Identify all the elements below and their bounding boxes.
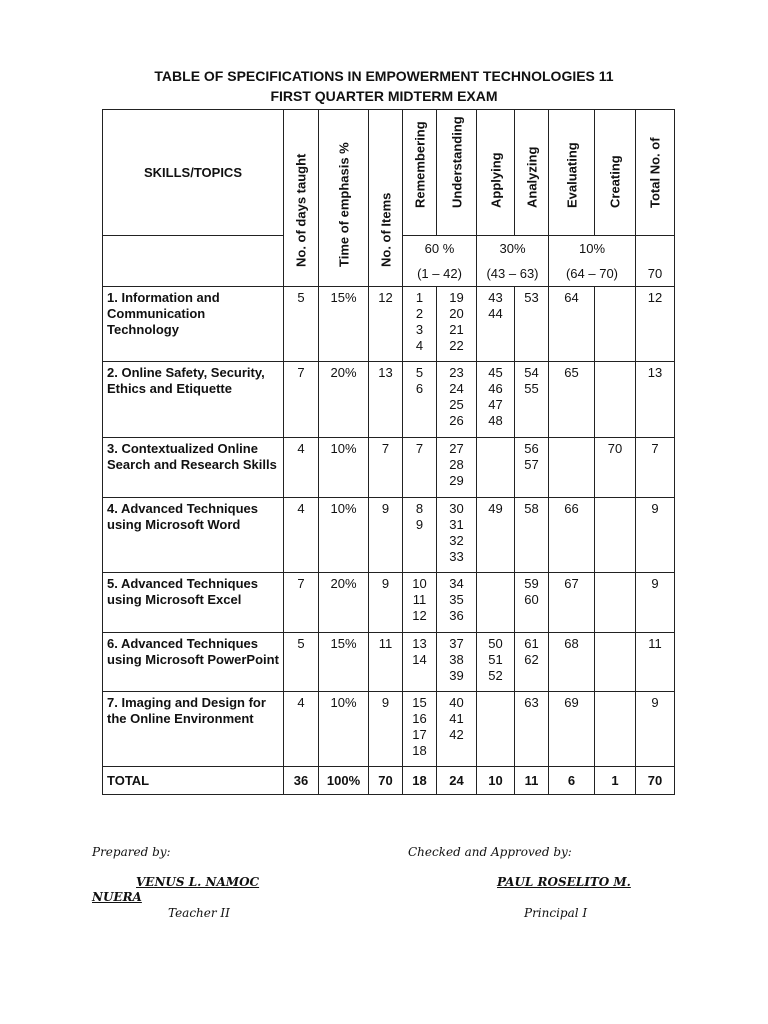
- principal-name: PAUL ROSELITO M.: [497, 875, 631, 889]
- item-number: 3: [415, 322, 424, 337]
- item-number: 32: [449, 533, 464, 548]
- item-number: 66: [564, 501, 579, 516]
- item-number: 8: [415, 501, 424, 516]
- table-row: [103, 692, 675, 767]
- row-total-cell: 9: [636, 692, 675, 767]
- days-taught-header: No. of days taught: [284, 110, 319, 287]
- item-number: 12: [412, 608, 427, 623]
- teacher-name: VENUS L. NAMOC: [136, 875, 260, 889]
- item-number: 67: [564, 576, 579, 591]
- topic-cell: 5. Advanced Techniques using Microsoft Excel: [103, 573, 284, 633]
- item-number: 14: [412, 652, 427, 667]
- percent-cell: 15%: [319, 633, 369, 692]
- grand-total: 70: [636, 767, 675, 795]
- item-number: 39: [449, 668, 464, 683]
- checked-approved-label: Checked and Approved by:: [408, 845, 572, 859]
- total-label: TOTAL: [103, 767, 284, 795]
- item-number: 49: [488, 501, 503, 516]
- item-number: 40: [449, 695, 464, 710]
- time-emphasis-header: Time of emphasis %: [319, 110, 369, 287]
- item-number: 59: [524, 576, 539, 591]
- rem-items-cell: [403, 362, 437, 438]
- app-items-cell: [477, 287, 515, 362]
- cre-items-cell: [595, 692, 636, 767]
- table-row: [103, 573, 675, 633]
- item-number: 29: [449, 473, 464, 488]
- item-number: 42: [449, 727, 464, 742]
- eva-items-cell: [549, 692, 595, 767]
- items-cell: 9: [369, 692, 403, 767]
- item-number: 53: [524, 290, 539, 305]
- item-number: 10: [412, 576, 427, 591]
- total-creating: 1: [595, 767, 636, 795]
- item-number: 44: [488, 306, 503, 321]
- eva-items-cell: [549, 287, 595, 362]
- item-number: 31: [449, 517, 464, 532]
- app-items-cell: [477, 573, 515, 633]
- item-number: 70: [607, 441, 623, 456]
- ana-items-cell: [515, 633, 549, 692]
- eva-items-cell: [549, 498, 595, 573]
- rem-items-cell: [403, 498, 437, 573]
- item-number: 9: [415, 517, 424, 532]
- cre-items-cell: [595, 287, 636, 362]
- item-number: 33: [449, 549, 464, 564]
- und-items-cell: [437, 438, 477, 498]
- middle-order-group: 30% (43 – 63): [477, 236, 549, 287]
- item-number: 69: [564, 695, 579, 710]
- rem-items-cell: [403, 633, 437, 692]
- total-evaluating: 6: [549, 767, 595, 795]
- item-number: 11: [412, 592, 427, 607]
- row-total-cell: 9: [636, 498, 675, 573]
- item-number: 27: [449, 441, 464, 456]
- items-cell: 11: [369, 633, 403, 692]
- cre-items-cell: [595, 362, 636, 438]
- table-row: [103, 633, 675, 692]
- item-number: 17: [412, 727, 427, 742]
- topic-cell: 6. Advanced Techniques using Microsoft PowerPoint: [103, 633, 284, 692]
- totals-row: [103, 767, 675, 795]
- item-number: 5: [415, 365, 424, 380]
- document-subtitle: FIRST QUARTER MIDTERM EXAM: [270, 88, 498, 104]
- document-title: TABLE OF SPECIFICATIONS IN EMPOWERMENT TECHNOLOGIES 11: [154, 68, 614, 84]
- days-cell: 7: [284, 573, 319, 633]
- item-number: 68: [564, 636, 579, 651]
- item-number: 13: [412, 636, 427, 651]
- und-items-cell: [437, 692, 477, 767]
- total-analyzing: 11: [515, 767, 549, 795]
- days-cell: 4: [284, 498, 319, 573]
- item-number: 57: [524, 457, 539, 472]
- analyzing-header: Analyzing: [515, 110, 549, 236]
- rem-items-cell: [403, 438, 437, 498]
- item-number: 45: [488, 365, 503, 380]
- days-cell: 5: [284, 287, 319, 362]
- eva-items-cell: [549, 633, 595, 692]
- app-items-cell: [477, 498, 515, 573]
- row-total-cell: 12: [636, 287, 675, 362]
- item-number: 65: [564, 365, 579, 380]
- cre-items-cell: [595, 498, 636, 573]
- total-applying: 10: [477, 767, 515, 795]
- eva-items-cell: [549, 573, 595, 633]
- app-items-cell: [477, 438, 515, 498]
- item-number: 1: [415, 290, 424, 305]
- item-number: 47: [488, 397, 503, 412]
- item-number: 61: [524, 636, 539, 651]
- item-number: 43: [488, 290, 503, 305]
- row-total-cell: 13: [636, 362, 675, 438]
- table-row: [103, 287, 675, 362]
- item-number: 24: [449, 381, 464, 396]
- total-items-group: 70: [636, 236, 675, 287]
- percent-cell: 15%: [319, 287, 369, 362]
- eva-items-cell: [549, 362, 595, 438]
- item-number: 4: [415, 338, 424, 353]
- item-number: 37: [449, 636, 464, 651]
- creating-header: Creating: [595, 110, 636, 236]
- total-percent: 100%: [319, 767, 369, 795]
- und-items-cell: [437, 287, 477, 362]
- ana-items-cell: [515, 287, 549, 362]
- item-number: 55: [524, 381, 539, 396]
- item-number: 20: [449, 306, 464, 321]
- percent-cell: 20%: [319, 573, 369, 633]
- percent-cell: 10%: [319, 692, 369, 767]
- item-number: 15: [412, 695, 427, 710]
- applying-header: Applying: [477, 110, 515, 236]
- higher-order-group: 10% (64 – 70): [549, 236, 636, 287]
- prepared-by-label: Prepared by:: [92, 845, 171, 859]
- days-cell: 7: [284, 362, 319, 438]
- item-number: 22: [449, 338, 464, 353]
- item-number: 38: [449, 652, 464, 667]
- rem-items-cell: [403, 573, 437, 633]
- header-row: [103, 110, 675, 236]
- ana-items-cell: [515, 498, 549, 573]
- item-number: 41: [449, 711, 464, 726]
- ana-items-cell: [515, 692, 549, 767]
- item-number: 2: [415, 306, 424, 321]
- ana-items-cell: [515, 438, 549, 498]
- rem-items-cell: [403, 287, 437, 362]
- item-number: 6: [415, 381, 424, 396]
- topic-cell: 4. Advanced Techniques using Microsoft Word: [103, 498, 284, 573]
- table-row: [103, 498, 675, 573]
- teacher-name-continued: NUERA: [92, 890, 142, 904]
- row-total-cell: 11: [636, 633, 675, 692]
- item-number: 62: [524, 652, 539, 667]
- topic-cell: 3. Contextualized Online Search and Research Skills: [103, 438, 284, 498]
- item-number: 48: [488, 413, 503, 428]
- cre-items-cell: [595, 573, 636, 633]
- item-number: 52: [488, 668, 503, 683]
- item-number: 26: [449, 413, 464, 428]
- item-number: 18: [412, 743, 427, 758]
- item-number: 30: [449, 501, 464, 516]
- teacher-title: Teacher II: [168, 906, 230, 920]
- cre-items-cell: [595, 633, 636, 692]
- topic-cell: 2. Online Safety, Security, Ethics and Etiquette: [103, 362, 284, 438]
- evaluating-header: Evaluating: [549, 110, 595, 236]
- item-number: 34: [449, 576, 464, 591]
- und-items-cell: [437, 498, 477, 573]
- item-number: 23: [449, 365, 464, 380]
- row-total-cell: 9: [636, 573, 675, 633]
- items-cell: 12: [369, 287, 403, 362]
- principal-title: Principal I: [524, 906, 588, 920]
- item-number: 64: [564, 290, 579, 305]
- days-cell: 4: [284, 438, 319, 498]
- item-number: 35: [449, 592, 464, 607]
- specifications-table: [102, 109, 675, 795]
- und-items-cell: [437, 362, 477, 438]
- app-items-cell: [477, 692, 515, 767]
- items-cell: 9: [369, 573, 403, 633]
- understanding-header: Understanding: [437, 110, 477, 236]
- item-number: 46: [488, 381, 503, 396]
- table-row: [103, 362, 675, 438]
- und-items-cell: [437, 633, 477, 692]
- ana-items-cell: [515, 573, 549, 633]
- item-number: 51: [488, 652, 503, 667]
- skills-topics-header: SKILLS/TOPICS: [103, 110, 284, 236]
- items-cell: 7: [369, 438, 403, 498]
- item-number: 21: [449, 322, 464, 337]
- total-items-header: Total No. of: [636, 110, 675, 236]
- percent-cell: 20%: [319, 362, 369, 438]
- rem-items-cell: [403, 692, 437, 767]
- item-number: 58: [524, 501, 539, 516]
- lower-order-group: 60 % (1 – 42): [403, 236, 477, 287]
- item-number: 54: [524, 365, 539, 380]
- app-items-cell: [477, 633, 515, 692]
- percent-cell: 10%: [319, 498, 369, 573]
- item-number: 56: [524, 441, 539, 456]
- items-cell: 13: [369, 362, 403, 438]
- row-total-cell: 7: [636, 438, 675, 498]
- item-number: 7: [415, 441, 424, 456]
- total-items: 70: [369, 767, 403, 795]
- total-remembering: 18: [403, 767, 437, 795]
- topic-cell: 1. Information and Communication Technology: [103, 287, 284, 362]
- table-row: [103, 438, 675, 498]
- item-number: 60: [524, 592, 539, 607]
- und-items-cell: [437, 573, 477, 633]
- total-days: 36: [284, 767, 319, 795]
- eva-items-cell: [549, 438, 595, 498]
- total-understanding: 24: [437, 767, 477, 795]
- item-number: 16: [412, 711, 427, 726]
- days-cell: 4: [284, 692, 319, 767]
- ana-items-cell: [515, 362, 549, 438]
- item-number: 19: [449, 290, 464, 305]
- skills-blank-cell: [103, 236, 284, 287]
- number-items-header: No. of Items: [369, 110, 403, 287]
- item-number: 50: [488, 636, 503, 651]
- topic-cell: 7. Imaging and Design for the Online Environment: [103, 692, 284, 767]
- cre-items-cell: [595, 438, 636, 498]
- items-cell: 9: [369, 498, 403, 573]
- item-number: 28: [449, 457, 464, 472]
- item-number: 25: [449, 397, 464, 412]
- percent-cell: 10%: [319, 438, 369, 498]
- item-number: 63: [524, 695, 539, 710]
- days-cell: 5: [284, 633, 319, 692]
- remembering-header: Remembering: [403, 110, 437, 236]
- item-number: 36: [449, 608, 464, 623]
- app-items-cell: [477, 362, 515, 438]
